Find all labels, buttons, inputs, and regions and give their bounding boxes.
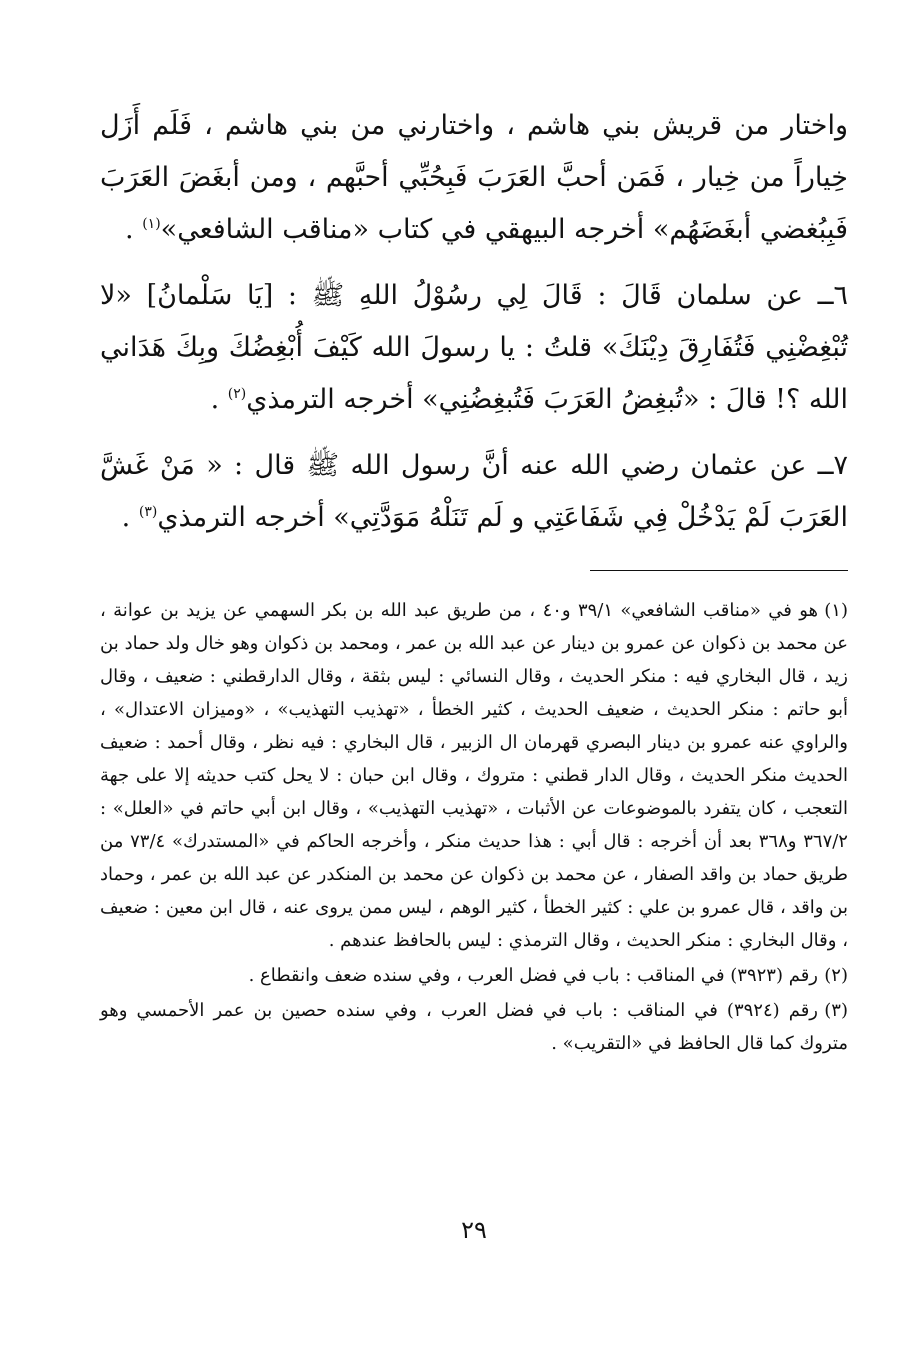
hadith-7	[100, 440, 848, 544]
footnote-ref-3[interactable]: (٣)	[138, 504, 158, 520]
hadith-7-text: ٧ــ عن عثمان رضي الله عنه أنَّ رسول الله ﷺ قال : « مَنْ غَشَّ العَرَبَ لَمْ يَدْخُلْ فِي شَفَاعَتِي و لَم تَنَلْهُ مَوَدَّتِي» أخرجه الترمذي	[100, 450, 848, 533]
footnote-ref-2[interactable]: (٢)	[227, 386, 247, 402]
footnote-2	[100, 959, 848, 992]
footnote-ref-1[interactable]: (١)	[142, 216, 161, 232]
footnote-1	[100, 594, 848, 957]
hadith-7-end: .	[121, 502, 139, 533]
hadith-6-text: ٦ــ عن سلمان قَالَ : قَالَ لِي رسُوْلُ اللهِ ﷺ : [يَا سَلْمانُ] «لا تُبْغِضْنِي فَتُفَارِقَ دِيْنَكَ» قلتُ : يا رسولَ الله كَيْفَ أُبْغِضُكَ وبِكَ هَدَاني الله ؟! قالَ : «تُبغِضُ العَرَبَ فَتُبغِضُنِي» أخرجه الترمذي	[100, 280, 848, 415]
footnote-text: رقم (٣٩٢٤) في المناقب : باب في فضل العرب ، وفي سنده حصين بن عمر الأحمسي وهو متروك كما قال الحافظ في «التقريب» .	[100, 1000, 848, 1054]
footnote-text: رقم (٣٩٢٣) في المناقب : باب في فضل العرب ، وفي سنده ضعف وانقطاع .	[248, 965, 818, 986]
footnote-3	[100, 994, 848, 1060]
hadith-5-text: واختار من قريش بني هاشم ، واختارني من بني هاشم ، فَلَم أَزَل خِياراً من خِيار ، فَمَن أحبَّ العَرَبَ فَبِحُبِّي أحبَّهم ، ومن أبغَضَ العَرَبَ فَبِبُغضي أبغَضَهُم» أخرجه البيهقي في كتاب «مناقب الشافعي»	[100, 110, 848, 245]
document-page	[100, 100, 848, 1300]
footnotes	[100, 594, 848, 1062]
footnote-divider	[590, 570, 848, 571]
footnote-number: (٢)	[824, 965, 848, 986]
main-text	[100, 100, 848, 544]
footnote-number: (٣)	[824, 1000, 848, 1021]
hadith-5-continuation	[100, 100, 848, 256]
page-number: ٢٩	[461, 1216, 487, 1244]
footnote-text: هو في «مناقب الشافعي» ٣٩/١ و٤٠ ، من طريق عبد الله بن بكر السهمي عن يزيد بن عوانة ، عن محمد بن ذكوان عن عمرو بن دينار عن عبد الله بن عمر ، ومحمد بن ذكوان وهو خال ولد حماد بن زيد ، قال البخاري فيه : منكر الحديث ، وقال النسائي : ليس بثقة ، وقال الدارقطني : ضعيف ، وقال أبو حاتم : منكر الحديث ، ضعيف الحديث ، كثير الخطأ ، «تهذيب التهذيب» ، «وميزان الاعتدال» ، والراوي عنه عمرو بن دينار البصري قهرمان ال الزبير ، قال البخاري : فيه نظر ، وقال أحمد : ضعيف الحديث منكر الحديث ، وقال الدار قطني : متروك ، وقال ابن حبان : لا يحل كتب حديثه إلا على جهة التعجب ، كان يتفرد بالموضوعات عن الأثبات ، «تهذيب التهذيب» ، وقال ابن أبي حاتم في «العلل» : ٣٦٧/٢ و٣٦٨ بعد أن أخرجه : قال أبي : هذا حديث منكر ، وأخرجه الحاكم في «المستدرك» ٧٣/٤ من طريق حماد بن واقد الصفار ، عن محمد بن ذكوان عن محمد بن المنكدر عن عبد الله بن عمر ، وحماد بن واقد ، قال عمرو بن علي : كثير الخطأ ، كثير الوهم ، ليس ممن يروى عنه ، قال ابن معين : ضعيف ، وقال البخاري : منكر الحديث ، وقال الترمذي : ليس بالحافظ عندهم .	[100, 600, 848, 951]
hadith-5-end: .	[125, 214, 143, 245]
hadith-6-end: .	[210, 384, 228, 415]
hadith-6	[100, 270, 848, 426]
footnote-number: (١)	[824, 600, 848, 621]
